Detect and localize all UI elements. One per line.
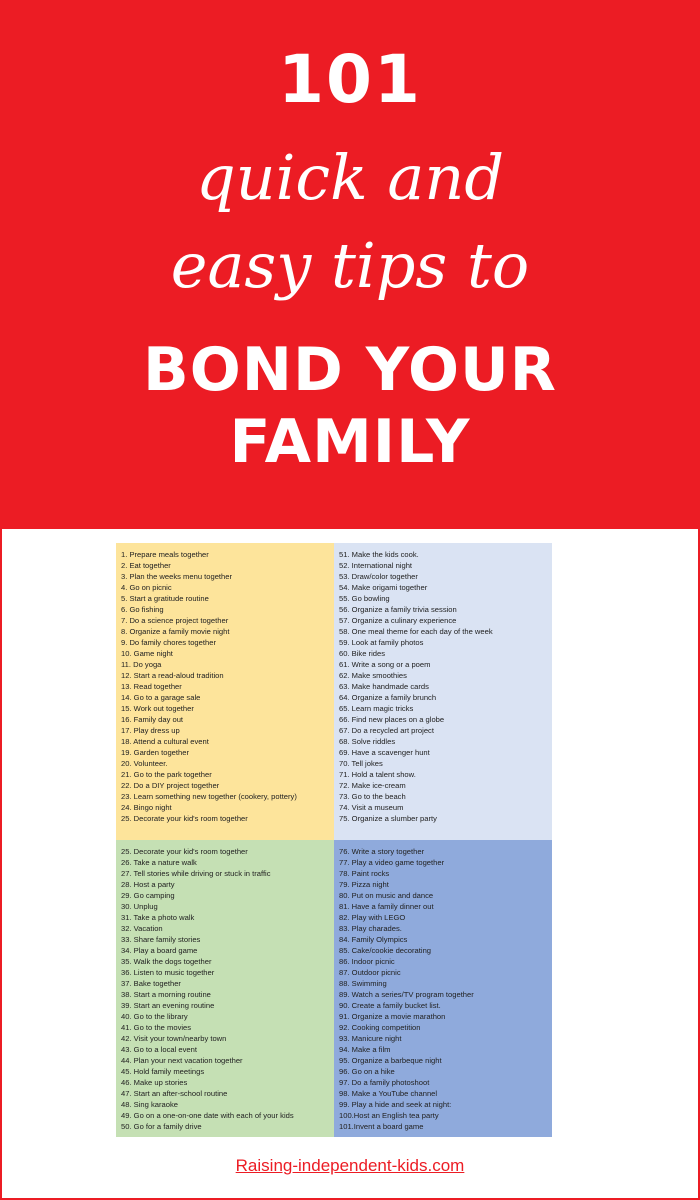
tip-item: 78. Paint rocks xyxy=(339,869,390,878)
tip-item: 46. Make up stories xyxy=(121,1078,188,1087)
tips-grid xyxy=(116,543,552,1137)
tip-item: 17. Play dress up xyxy=(121,726,180,735)
tip-item: 96. Go on a hike xyxy=(339,1067,395,1076)
title-line-4: FAMILY xyxy=(229,407,471,477)
tips-list xyxy=(116,840,334,1132)
tip-item: 57. Organize a culinary experience xyxy=(339,616,457,625)
tip-item: 51. Make the kids cook. xyxy=(339,550,419,559)
tip-item: 34. Play a board game xyxy=(121,946,198,955)
tip-item: 56. Organize a family trivia session xyxy=(339,605,457,614)
tip-item: 94. Make a film xyxy=(339,1045,391,1054)
tip-item: 97. Do a family photoshoot xyxy=(339,1078,430,1087)
tip-item: 70. Tell jokes xyxy=(339,759,383,768)
tips-panel-light-blue xyxy=(334,543,552,840)
title-line-1: quick and xyxy=(195,141,505,214)
title-number: 101 xyxy=(278,41,422,118)
tip-item: 73. Go to the beach xyxy=(339,792,406,801)
tip-item: 13. Read together xyxy=(121,682,182,691)
tip-item: 18. Attend a cultural event xyxy=(121,737,209,746)
tip-item: 74. Visit a museum xyxy=(339,803,404,812)
tip-item: 90. Create a family bucket list. xyxy=(339,1001,441,1010)
tips-panel-green xyxy=(116,840,334,1137)
tip-item: 25. Decorate your kid's room together xyxy=(121,847,248,856)
tip-item: 77. Play a video game together xyxy=(339,858,445,867)
tip-item: 76. Write a story together xyxy=(339,847,425,856)
tip-item: 88. Swimming xyxy=(339,979,387,988)
tip-item: 5. Start a gratitude routine xyxy=(121,594,209,603)
tip-item: 75. Organize a slumber party xyxy=(339,814,437,823)
tip-item: 85. Cake/cookie decorating xyxy=(339,946,432,955)
title-line-3: BOND YOUR xyxy=(143,335,557,405)
tip-item: 38. Start a morning routine xyxy=(121,990,211,999)
tip-item: 49. Go on a one-on-one date with each of your kids xyxy=(121,1111,294,1120)
tip-item: 33. Share family stories xyxy=(121,935,201,944)
tip-item: 100.Host an English tea party xyxy=(339,1111,439,1120)
tips-list xyxy=(116,543,334,824)
tip-item: 44. Plan your next vacation together xyxy=(121,1056,243,1065)
tip-item: 82. Play with LEGO xyxy=(339,913,406,922)
tip-item: 29. Go camping xyxy=(121,891,175,900)
tip-item: 47. Start an after-school routine xyxy=(121,1089,228,1098)
tip-item: 3. Plan the weeks menu together xyxy=(121,572,233,581)
tip-item: 68. Solve riddles xyxy=(339,737,396,746)
title-banner xyxy=(2,2,698,529)
tips-panel-blue xyxy=(334,840,552,1137)
tips-list xyxy=(334,840,552,1132)
tip-item: 86. Indoor picnic xyxy=(339,957,395,966)
tip-item: 93. Manicure night xyxy=(339,1034,402,1043)
tip-item: 87. Outdoor picnic xyxy=(339,968,401,977)
tip-item: 27. Tell stories while driving or stuck in traffic xyxy=(121,869,271,878)
tip-item: 50. Go for a family drive xyxy=(121,1122,202,1131)
tip-item: 60. Bike rides xyxy=(339,649,386,658)
tip-item: 61. Write a song or a poem xyxy=(339,660,431,669)
tip-item: 91. Organize a movie marathon xyxy=(339,1012,446,1021)
tip-item: 11. Do yoga xyxy=(121,660,162,669)
tip-item: 54. Make origami together xyxy=(339,583,428,592)
tip-item: 24. Bingo night xyxy=(121,803,172,812)
tip-item: 19. Garden together xyxy=(121,748,189,757)
tip-item: 9. Do family chores together xyxy=(121,638,216,647)
tip-item: 66. Find new places on a globe xyxy=(339,715,445,724)
tip-item: 31. Take a photo walk xyxy=(121,913,195,922)
tip-item: 42. Visit your town/nearby town xyxy=(121,1034,227,1043)
tip-item: 101.Invent a board game xyxy=(339,1122,424,1131)
tip-item: 4. Go on picnic xyxy=(121,583,172,592)
tip-item: 20. Volunteer. xyxy=(121,759,168,768)
title-line-2: easy tips to xyxy=(170,229,530,302)
tip-item: 69. Have a scavenger hunt xyxy=(339,748,430,757)
tip-item: 26. Take a nature walk xyxy=(121,858,197,867)
tip-item: 28. Host a party xyxy=(121,880,175,889)
tip-item: 64. Organize a family brunch xyxy=(339,693,437,702)
tip-item: 48. Sing karaoke xyxy=(121,1100,178,1109)
tip-item: 59. Look at family photos xyxy=(339,638,424,647)
tip-item: 2. Eat together xyxy=(121,561,171,570)
tip-item: 71. Hold a talent show. xyxy=(339,770,416,779)
tip-item: 41. Go to the movies xyxy=(121,1023,192,1032)
tip-item: 79. Pizza night xyxy=(339,880,389,889)
tip-item: 1. Prepare meals together xyxy=(121,550,209,559)
tips-list xyxy=(334,543,552,824)
website-link[interactable]: Raising-independent-kids.com xyxy=(235,1156,465,1175)
tip-item: 99. Play a hide and seek at night: xyxy=(339,1100,452,1109)
tip-item: 32. Vacation xyxy=(121,924,163,933)
tip-item: 89. Watch a series/TV program together xyxy=(339,990,474,999)
tip-item: 12. Start a read-aloud tradition xyxy=(121,671,224,680)
tip-item: 37. Bake together xyxy=(121,979,181,988)
tip-item: 98. Make a YouTube channel xyxy=(339,1089,438,1098)
tip-item: 83. Play charades. xyxy=(339,924,402,933)
tip-item: 81. Have a family dinner out xyxy=(339,902,434,911)
tip-item: 95. Organize a barbeque night xyxy=(339,1056,442,1065)
tip-item: 45. Hold family meetings xyxy=(121,1067,205,1076)
tip-item: 92. Cooking competition xyxy=(339,1023,421,1032)
tip-item: 22. Do a DIY project together xyxy=(121,781,220,790)
tip-item: 21. Go to the park together xyxy=(121,770,212,779)
tip-item: 10. Game night xyxy=(121,649,173,658)
tip-item: 80. Put on music and dance xyxy=(339,891,434,900)
tip-item: 15. Work out together xyxy=(121,704,194,713)
tip-item: 55. Go bowling xyxy=(339,594,390,603)
tip-item: 25. Decorate your kid's room together xyxy=(121,814,248,823)
tip-item: 52. International night xyxy=(339,561,413,570)
tip-item: 39. Start an evening routine xyxy=(121,1001,215,1010)
tip-item: 84. Family Olympics xyxy=(339,935,408,944)
tip-item: 30. Unplug xyxy=(121,902,158,911)
tip-item: 40. Go to the library xyxy=(121,1012,188,1021)
tip-item: 14. Go to a garage sale xyxy=(121,693,201,702)
tip-item: 7. Do a science project together xyxy=(121,616,229,625)
tip-item: 43. Go to a local event xyxy=(121,1045,197,1054)
tip-item: 72. Make ice-cream xyxy=(339,781,406,790)
tip-item: 16. Family day out xyxy=(121,715,184,724)
tip-item: 36. Listen to music together xyxy=(121,968,215,977)
tip-item: 23. Learn something new together (cookery, pottery) xyxy=(121,792,297,801)
tip-item: 63. Make handmade cards xyxy=(339,682,429,691)
tip-item: 65. Learn magic tricks xyxy=(339,704,414,713)
tip-item: 53. Draw/color together xyxy=(339,572,418,581)
tip-item: 6. Go fishing xyxy=(121,605,164,614)
tip-item: 8. Organize a family movie night xyxy=(121,627,230,636)
tip-item: 58. One meal theme for each day of the week xyxy=(339,627,493,636)
tip-item: 67. Do a recycled art project xyxy=(339,726,434,735)
tip-item: 62. Make smoothies xyxy=(339,671,407,680)
tip-item: 35. Walk the dogs together xyxy=(121,957,212,966)
tips-panel-yellow xyxy=(116,543,334,840)
